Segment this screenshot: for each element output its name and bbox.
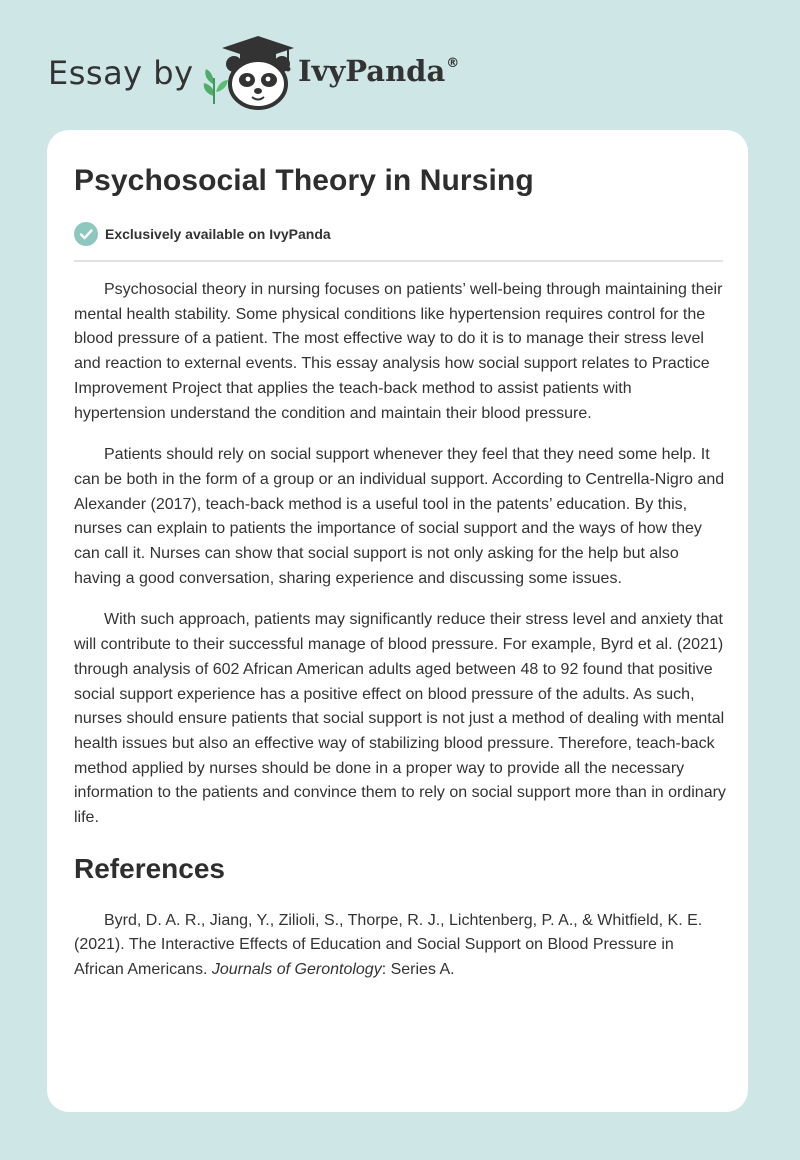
reference-suffix: : Series A. bbox=[381, 961, 455, 979]
reference-item bbox=[74, 909, 726, 983]
brand-name[interactable] bbox=[298, 54, 459, 88]
reference-text: Byrd, D. A. R., Jiang, Y., Zilioli, S., Thorpe, R. J., Lichtenberg, P. A., & Whitfield, K. E. (2021). The Interactive Effects of Education and Social Support on Blood Pressure in African Americans. bbox=[74, 911, 703, 979]
reference-journal: Journals of Gerontology bbox=[211, 961, 382, 979]
essay-card bbox=[47, 130, 748, 1112]
exclusive-text: Exclusively available on IvyPanda bbox=[105, 226, 331, 242]
site-header bbox=[48, 34, 508, 114]
paragraph: Psychosocial theory in nursing focuses on patients’ well-being through maintaining their mental health stability. Some physical conditions like hypertension requires control for the blood pressure of a patient. The most effective way to do it is to manage their stress level and reaction to external events. This essay analysis how social support relates to Practice Improvement Project that applies the teach-back method to assist patients with hypertension understand the condition and maintain their blood pressure. bbox=[74, 281, 723, 422]
essay-body bbox=[74, 278, 726, 983]
check-circle-icon bbox=[74, 222, 98, 246]
panda-face-icon bbox=[226, 56, 290, 108]
registered-mark: ® bbox=[446, 56, 460, 71]
references-heading: References bbox=[74, 852, 225, 884]
panda-graduate-icon[interactable] bbox=[200, 34, 296, 110]
exclusive-badge bbox=[74, 222, 331, 246]
page-title: Psychosocial Theory in Nursing bbox=[74, 164, 534, 197]
leaf-icon bbox=[204, 69, 228, 104]
brand-name-text: IvyPanda bbox=[298, 54, 446, 88]
divider bbox=[74, 260, 723, 262]
paragraph: Patients should rely on social support whenever they feel that they need some help. It can be both in the form of a group or an individual support. According to Centrella-Nigro and Alexander (2017), teach-back method is a useful tool in the patents’ education. By this, nurses can explain to patients the importance of social support and the ways of how they can call it. Nurses can show that social support is not only asking for the help but also having a good conversation, sharing experience and discussing some issues. bbox=[74, 446, 725, 587]
paragraph: With such approach, patients may significantly reduce their stress level and anxiety that will contribute to their successful manage of blood pressure. For example, Byrd et al. (2021) through analysis of 602 African American adults aged between 48 to 92 found that positive social support experience has a positive effect on blood pressure of the adults. As such, nurses should ensure patients that social support is not just a method of dealing with mental health issues but also an effective way of stabilizing blood pressure. Therefore, teach-back method applied by nurses should be done in a proper way to provide all the necessary information to the patients and convince them to rely on social support more than in ordinary life. bbox=[74, 611, 726, 827]
brand-prefix: Essay by bbox=[48, 54, 194, 92]
